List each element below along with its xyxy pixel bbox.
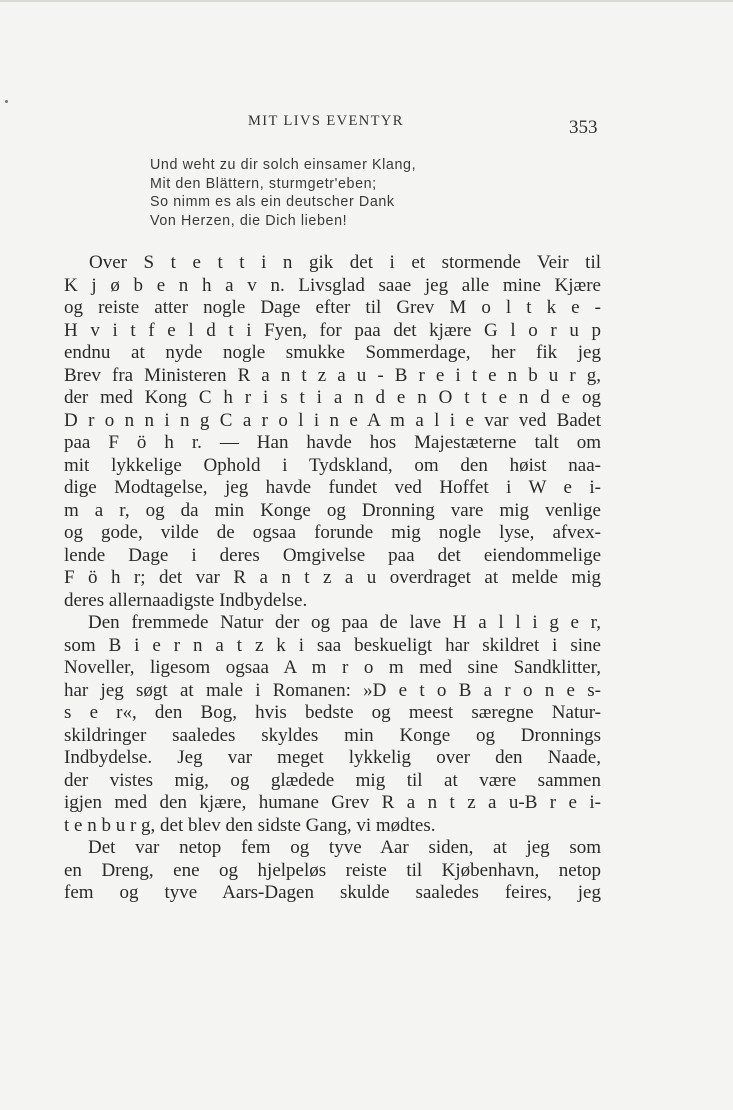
text-line: Det var netop fem og tyve Aar siden, at jeg som bbox=[88, 837, 601, 858]
text-line: deres allernaadigste Indbydelse. bbox=[64, 589, 308, 611]
text-line: en Dreng, ene og hjelpeløs reiste til Kjøbenhavn, netop bbox=[64, 859, 601, 881]
text-line: t e n b u r g, det blev den sidste Gang, vi mødtes. bbox=[64, 814, 436, 836]
text-line: dige Modtagelse, jeg havde fundet ved Hoffet i W e i- bbox=[64, 477, 601, 498]
margin-speck bbox=[5, 100, 8, 103]
text-line: H v i t f e l d t i Fyen, for paa det kjære G l o r u p bbox=[64, 319, 601, 341]
top-edge bbox=[0, 0, 733, 2]
text-line: og reiste atter nogle Dage efter til Grev M o l t k e - bbox=[64, 297, 601, 318]
running-title: MIT LIVS EVENTYR bbox=[248, 113, 404, 129]
text-line: og gode, vilde de ogsaa forunde mig nogle lyse, afvex- bbox=[64, 522, 601, 543]
poem-block bbox=[150, 156, 530, 230]
text-line: skildringer saaledes skyldes min Konge og Dronnings bbox=[64, 724, 601, 746]
text-line: som B i e r n a t z k i saa beskueligt har skildret i sine bbox=[64, 634, 601, 656]
body-text bbox=[64, 252, 601, 905]
text-line: D r o n n i n g C a r o l i n e A m a l i e var ved Badet bbox=[64, 409, 601, 431]
text-line: s e r«, den Bog, hvis bedste og meest særegne Natur- bbox=[64, 702, 601, 723]
text-line: Over S t e t t i n gik det i et stormende Veir til bbox=[89, 252, 601, 273]
text-line: m a r, og da min Konge og Dronning vare mig venlige bbox=[64, 499, 601, 521]
text-line: mit lykkelige Ophold i Tydskland, om den høist naa- bbox=[64, 454, 601, 476]
text-line: har jeg søgt at male i Romanen: »D e t o B a r o n e s- bbox=[64, 679, 601, 701]
text-line: fem og tyve Aars-Dagen skulde saaledes feires, jeg bbox=[64, 882, 601, 903]
poem-line: Und weht zu dir solch einsamer Klang, bbox=[150, 157, 417, 173]
text-line: Indbydelse. Jeg var meget lykkelig over den Naade, bbox=[64, 747, 601, 768]
text-line: F ö h r; det var R a n t z a u overdraget at melde mig bbox=[64, 567, 601, 588]
page-number: 353 bbox=[569, 117, 598, 138]
text-line: igjen med den kjære, humane Grev R a n t z a u-B r e i- bbox=[64, 792, 601, 813]
poem-line: Von Herzen, die Dich lieben! bbox=[150, 212, 348, 229]
text-line: der vistes mig, og glædede mig til at være sammen bbox=[64, 769, 601, 791]
text-line: Den fremmede Natur der og paa de lave H a l l i g e r, bbox=[88, 612, 601, 633]
text-line: K j ø b e n h a v n. Livsglad saae jeg alle mine Kjære bbox=[64, 274, 601, 296]
text-line: endnu at nyde nogle smukke Sommerdage, her fik jeg bbox=[64, 342, 601, 363]
text-line: lende Dage i deres Omgivelse paa det eiendommelige bbox=[64, 544, 601, 566]
text-line: der med Kong C h r i s t i a n d e n O t t e n d e og bbox=[64, 387, 601, 408]
text-line: paa F ö h r. — Han havde hos Majestæterne talt om bbox=[64, 432, 601, 453]
poem-line: Mit den Blättern, sturmgetr'eben; bbox=[150, 175, 377, 192]
text-line: Brev fra Ministeren R a n t z a u - B r e i t e n b u r g, bbox=[64, 364, 601, 386]
text-line: Noveller, ligesom ogsaa A m r o m med sine Sandklitter, bbox=[64, 657, 601, 678]
poem-line: So nimm es als ein deutscher Dank bbox=[150, 194, 395, 210]
